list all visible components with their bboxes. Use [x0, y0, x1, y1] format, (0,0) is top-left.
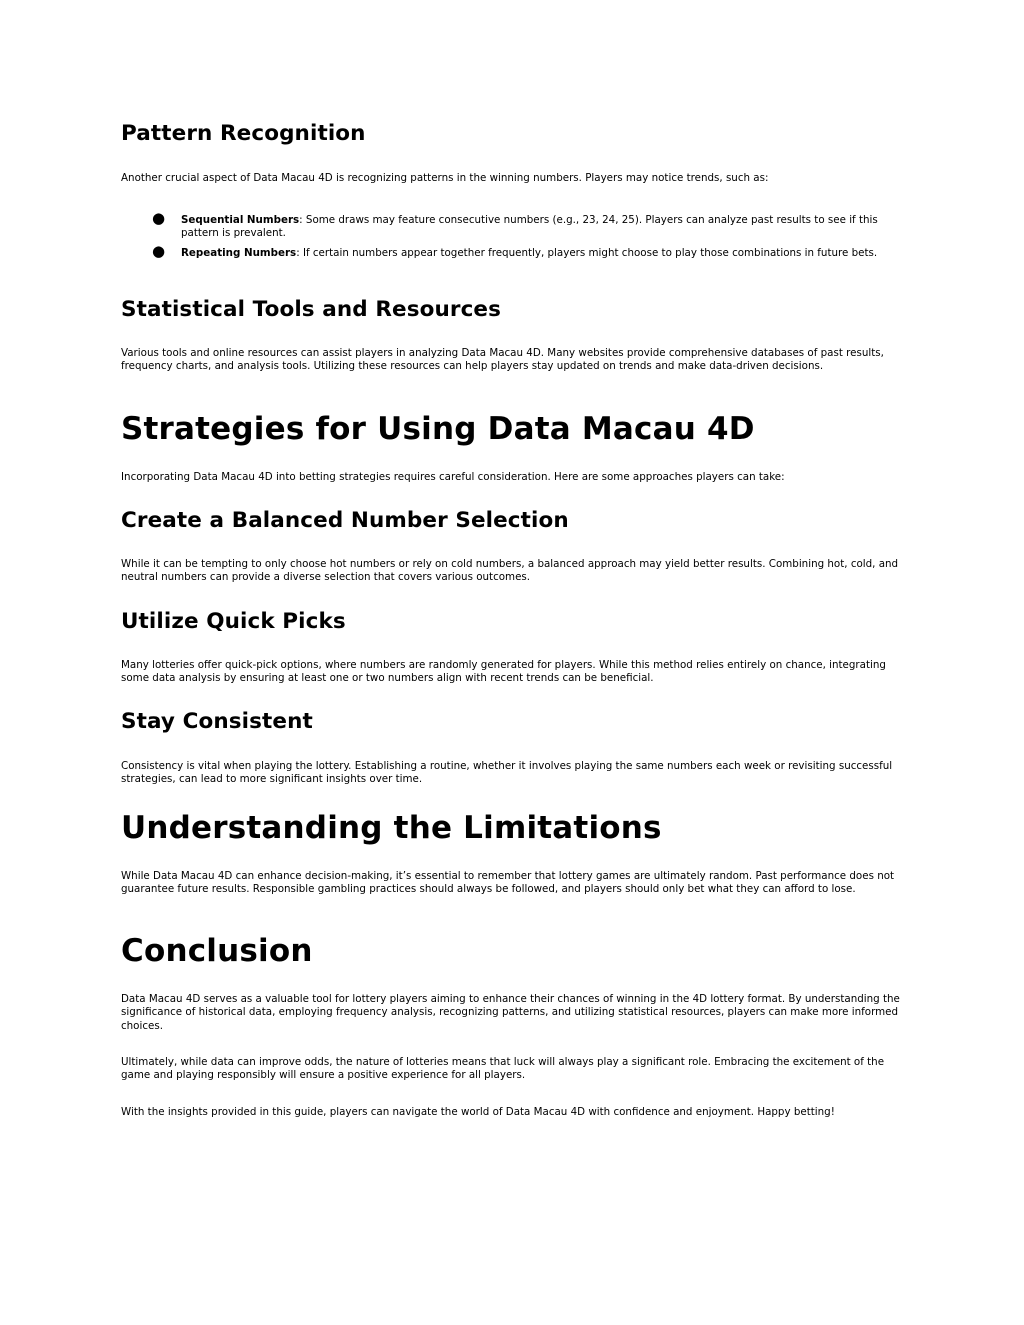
list-item — [121, 209, 906, 241]
bullet-icon: ● — [152, 241, 166, 260]
list-item-term: Sequential Numbers — [181, 214, 300, 226]
list-item-text: : Some draws may feature consecutive numbers (e.g., 23, 24, 25). Players can analyze past results to see if this pattern is prevalent. — [181, 214, 878, 240]
balanced-selection-heading: Create a Balanced Number Selection — [121, 508, 569, 533]
strategies-heading: Strategies for Using Data Macau 4D — [121, 411, 755, 447]
bullet-icon: ● — [152, 209, 166, 227]
list-item-term: Repeating Numbers — [181, 246, 297, 259]
statistical-tools-heading: Statistical Tools and Resources — [121, 297, 502, 322]
balanced-selection-body: While it can be tempting to only choose hot numbers or rely on cold numbers, a balanced approach may yield better results. Combining hot, cold, and neutral numbers can provide a diverse selection that covers various outcomes. — [121, 558, 899, 584]
pattern-recognition-heading: Pattern Recognition — [121, 121, 366, 146]
limitations-heading: Understanding the Limitations — [121, 810, 662, 846]
stay-consistent-body: Consistency is vital when playing the lottery. Establishing a routine, whether it involves playing the same numbers each week or revisiting successful strategies, can lead to more significant insights over time. — [121, 760, 893, 786]
pattern-recognition-intro: Another crucial aspect of Data Macau 4D is recognizing patterns in the winning numbers. Players may notice trends, such as: — [121, 172, 769, 184]
quick-picks-body: Many lotteries offer quick-pick options, where numbers are randomly generated for players. While this method relies entirely on chance, integrating some data analysis by ensuring at least one or two numbers align with recent trends can be beneficial. — [121, 659, 886, 685]
conclusion-paragraph: Data Macau 4D serves as a valuable tool for lottery players aiming to enhance their chances of winning in the 4D lottery format. By understanding the significance of historical data, employing frequency analysis, recognizing patterns, and utilizing statistical resources, players can make more informed choices. — [121, 993, 900, 1032]
strategies-intro: Incorporating Data Macau 4D into betting strategies requires careful consideration. Here are some approaches players can take: — [121, 471, 785, 483]
list-item — [121, 241, 906, 260]
stay-consistent-heading: Stay Consistent — [121, 709, 313, 734]
pattern-list — [121, 209, 906, 260]
quick-picks-heading: Utilize Quick Picks — [121, 609, 346, 634]
list-item-text: : If certain numbers appear together frequently, players might choose to play those combinations in future bets. — [296, 246, 878, 259]
limitations-body: While Data Macau 4D can enhance decision-making, it’s essential to remember that lottery games are ultimately random. Past performance does not guarantee future results. Responsible gambling practices should always be followed, and players should only bet what they can afford to lose. — [121, 870, 895, 896]
conclusion-heading: Conclusion — [121, 933, 313, 969]
statistical-tools-body: Various tools and online resources can assist players in analyzing Data Macau 4D. Many websites provide comprehensive databases of past results, frequency charts, and analysis tools. Utilizing these resources can help players stay updated on trends and make data-driven decisions. — [121, 347, 884, 373]
conclusion-paragraph: With the insights provided in this guide, players can navigate the world of Data Macau 4D with confidence and enjoyment. Happy betting! — [121, 1106, 835, 1118]
conclusion-paragraph: Ultimately, while data can improve odds, the nature of lotteries means that luck will always play a significant role. Embracing the excitement of the game and playing responsibly will ensure a positive experience for all players. — [121, 1056, 885, 1082]
